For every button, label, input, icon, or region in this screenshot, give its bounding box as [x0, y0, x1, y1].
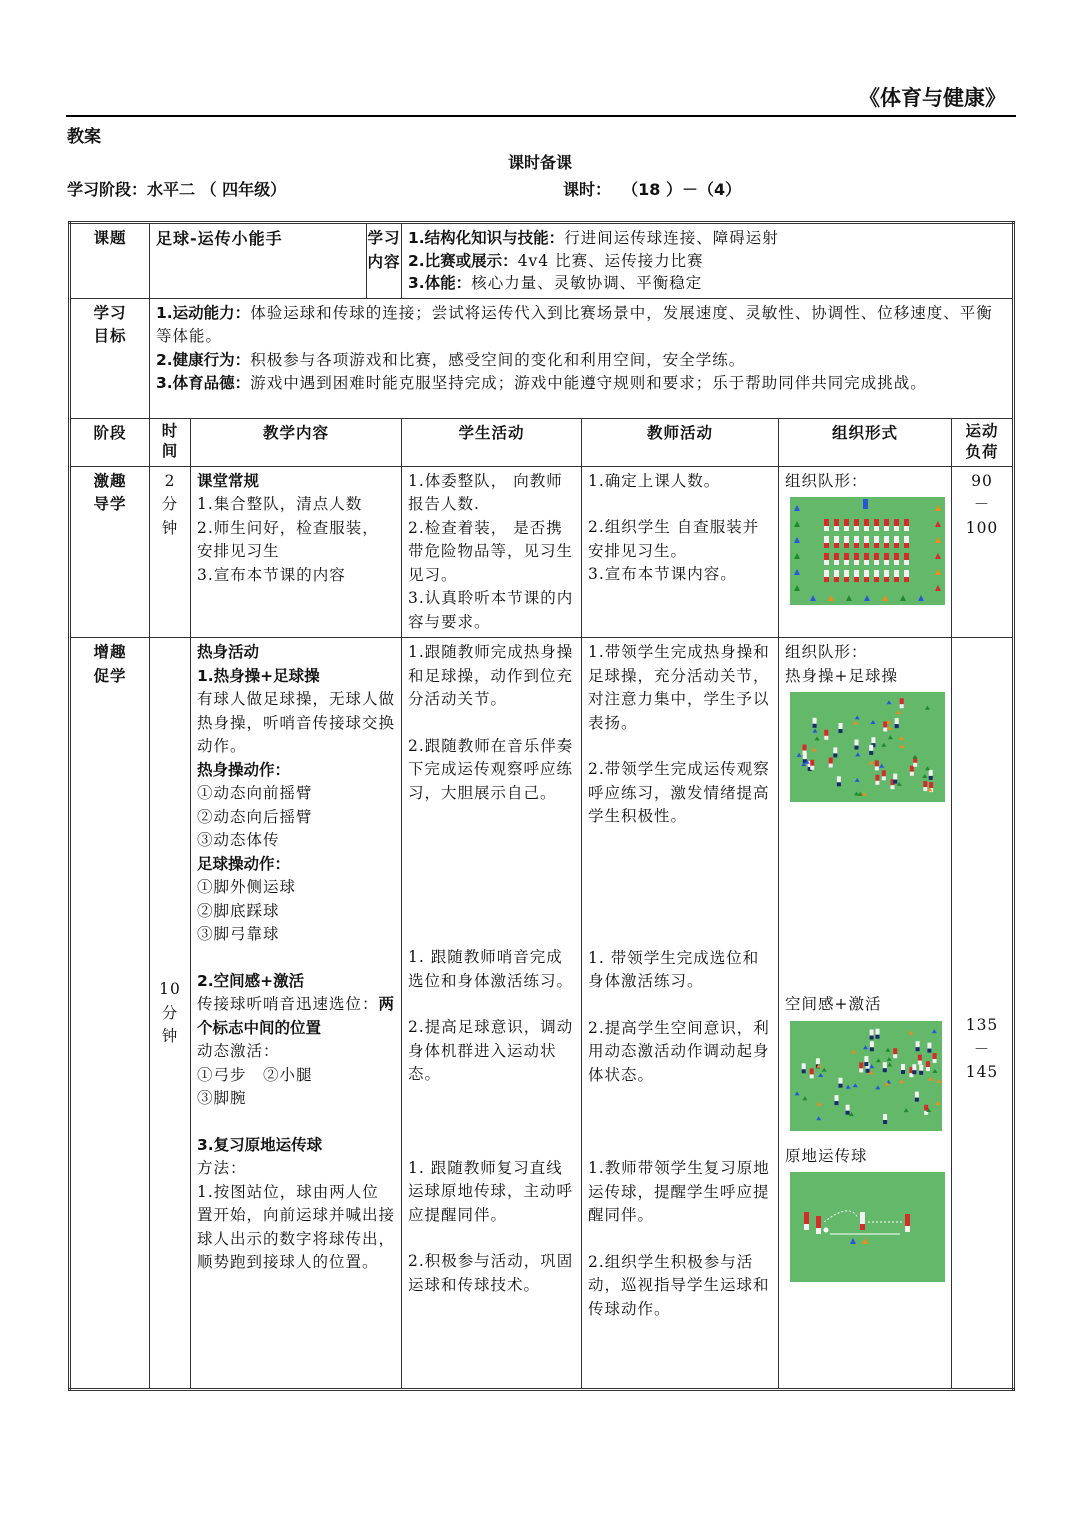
player	[875, 775, 879, 781]
warm-head: 热身活动	[197, 643, 260, 661]
player-shorts	[834, 543, 839, 548]
player-shorts	[874, 543, 879, 548]
player	[874, 553, 879, 560]
player	[904, 570, 909, 577]
player-shorts	[824, 526, 829, 531]
content-item: 1.结构化知识与技能：行进间运传球连接、障碍运射	[408, 229, 779, 247]
player	[927, 1042, 931, 1048]
player-shorts	[874, 577, 879, 582]
content-head: 课堂常规	[197, 471, 260, 490]
player-shorts	[837, 782, 841, 786]
row-intro	[70, 466, 1014, 638]
review-head: 3.复习原地运传球	[197, 1135, 323, 1154]
player	[844, 536, 849, 543]
player-shorts	[824, 543, 829, 548]
teacher-figure	[863, 499, 868, 509]
content-label: 学习 内容	[367, 223, 402, 299]
student-line: 1. 跟随教师复习直线运球原地传球，主动呼应提醒同伴。	[408, 1158, 574, 1224]
player	[933, 1053, 937, 1059]
player-shorts	[933, 1059, 937, 1063]
player-shorts	[894, 577, 899, 582]
org-warmup	[779, 638, 952, 1390]
player	[894, 536, 899, 543]
space-head: 2.空间感+激活	[197, 971, 305, 990]
formation-diagram	[790, 497, 945, 605]
player	[894, 519, 899, 526]
ball-action: ③脚弓靠球	[197, 925, 280, 943]
player	[864, 1056, 868, 1062]
student-line: 2.积极参与活动，巩固运球和传球技术。	[408, 1252, 574, 1294]
player-shorts	[834, 560, 839, 565]
goal-item: 3.体育品德：游戏中遇到困难时能克服坚持完成；游戏中能遵守规则和要求；乐于帮助同伴共同完成挑战。	[156, 374, 927, 392]
player	[824, 519, 829, 526]
player-shorts	[854, 526, 859, 531]
player-shorts	[875, 781, 879, 785]
teacher-line: 2.提高学生空间意识，利用动态激活动作调动起身体状态。	[588, 1018, 770, 1084]
player	[824, 553, 829, 560]
player-shorts	[804, 1224, 809, 1230]
player	[923, 781, 927, 787]
player	[884, 570, 889, 577]
col-stage: 阶段	[70, 418, 150, 466]
player-shorts	[919, 1070, 923, 1074]
player	[854, 553, 859, 560]
stage-value: 水平二 （ 四年级）	[147, 180, 287, 199]
player-shorts	[839, 729, 843, 733]
player-shorts	[839, 1083, 843, 1087]
player	[874, 519, 879, 526]
player	[893, 774, 897, 780]
lesson-label: 课时：	[563, 180, 612, 199]
warm-action: ③动态体传	[197, 831, 280, 849]
player-shorts	[894, 560, 899, 565]
teacher-warmup	[582, 638, 779, 1390]
pitch	[790, 1172, 945, 1282]
player	[901, 1064, 905, 1070]
content-items	[402, 223, 1014, 299]
activate-line: ③脚腕	[197, 1089, 247, 1107]
player-shorts	[891, 785, 895, 789]
student-line: 2.检查着装， 是否携带危险物品等，见习生见习。	[408, 518, 574, 584]
method-text: 1.按图站位，球由两人位置开始，向前运球并喊出接球人出示的数字将球传出，顺势跑到接球人的位置。	[197, 1182, 396, 1271]
player-shorts	[929, 776, 933, 780]
org-intro	[779, 466, 952, 638]
goals-row	[70, 298, 1014, 418]
player	[864, 519, 869, 526]
passing-diagram	[790, 1172, 945, 1282]
player-shorts	[893, 780, 897, 784]
goal-item: 2.健康行为：积极参与各项游戏和比赛，感受空间的变化和利用空间，安全学练。	[156, 350, 746, 369]
content-line: 2.师生问好，检查服装，安排见习生	[197, 518, 379, 560]
content-item: 2.比赛或展示：4v4 比赛、运传接力比赛	[408, 251, 704, 270]
space-diagram	[790, 1021, 942, 1131]
player	[816, 1058, 820, 1064]
player-shorts	[870, 1047, 874, 1051]
player-shorts	[854, 543, 859, 548]
pitch	[790, 692, 945, 802]
student-warmup	[402, 638, 582, 1390]
player-shorts	[893, 1054, 897, 1058]
stage-meta	[67, 177, 286, 200]
player	[854, 519, 859, 526]
player	[846, 1104, 850, 1110]
player-shorts	[884, 560, 889, 565]
player	[803, 753, 807, 759]
player-shorts	[927, 1048, 931, 1052]
warm-actions-head: 热身操动作：	[197, 760, 291, 779]
player	[900, 698, 904, 704]
player	[918, 1054, 922, 1060]
player-shorts	[874, 526, 879, 531]
header-rule	[66, 115, 1016, 117]
player-shorts	[864, 526, 869, 531]
teacher-intro	[582, 466, 779, 638]
player-shorts	[884, 543, 889, 548]
player	[816, 1216, 821, 1228]
goals-label: 学习 目标	[70, 298, 150, 418]
pitch	[790, 497, 945, 605]
player	[874, 536, 879, 543]
player-shorts	[883, 1068, 887, 1072]
player	[874, 570, 879, 577]
player-shorts	[844, 577, 849, 582]
org-label: 热身操+足球操	[785, 666, 898, 685]
player-shorts	[846, 1110, 850, 1114]
book-title: 《体育与健康》	[859, 86, 1006, 110]
player	[860, 1212, 865, 1224]
col-teacher: 教师活动	[582, 418, 779, 466]
player-shorts	[854, 560, 859, 565]
player	[839, 1077, 843, 1083]
topic-value: 足球-运传小能手	[150, 223, 367, 299]
player	[869, 745, 873, 751]
player	[870, 1041, 874, 1047]
player	[803, 745, 807, 751]
player-shorts	[913, 763, 917, 767]
player	[810, 760, 814, 766]
teacher-line: 1.教师带领学生复习原地运传球，提醒学生呼应提醒同伴。	[588, 1159, 770, 1224]
content-line: 1.集合整队，清点人数	[197, 495, 363, 513]
player-shorts	[904, 526, 909, 531]
player-shorts	[895, 724, 899, 728]
topic-row	[70, 223, 1014, 299]
player	[824, 730, 828, 736]
org-label: 组织队形：	[785, 643, 868, 661]
player	[905, 1214, 910, 1226]
lesson-plan-table	[68, 221, 1015, 1391]
player	[844, 570, 849, 577]
player-shorts	[883, 728, 887, 732]
player	[837, 776, 841, 782]
player	[904, 519, 909, 526]
teacher-line: 1.带领学生完成热身操和足球操，充分活动关节，对注意力集中，学生予以表扬。	[588, 643, 770, 732]
player	[904, 553, 909, 560]
load-intro: 90 － 100	[952, 466, 1014, 638]
player	[884, 536, 889, 543]
player-shorts	[884, 526, 889, 531]
col-load: 运动 负荷	[952, 418, 1014, 466]
player	[855, 740, 859, 746]
player-shorts	[864, 1062, 868, 1066]
warmup-diagram	[790, 692, 945, 802]
player	[894, 570, 899, 577]
player-shorts	[824, 736, 828, 740]
player-shorts	[916, 1047, 920, 1051]
player	[915, 1091, 919, 1097]
org-label: 原地运传球	[785, 1146, 868, 1165]
player	[884, 519, 889, 526]
player-shorts	[883, 1120, 887, 1124]
player-shorts	[860, 1224, 865, 1230]
player-shorts	[900, 704, 904, 708]
player	[895, 718, 899, 724]
lesson-meta	[563, 177, 741, 200]
player-shorts	[864, 577, 869, 582]
content-item: 3.体能：核心力量、灵敏协调、平衡稳定	[408, 274, 703, 292]
player-shorts	[829, 764, 833, 768]
player	[839, 723, 843, 729]
load-warmup: 135 － 145	[952, 638, 1014, 1390]
player	[834, 553, 839, 560]
player	[844, 519, 849, 526]
warm-action: ②动态向后摇臂	[197, 807, 313, 826]
col-student: 学生活动	[402, 418, 582, 466]
player	[904, 536, 909, 543]
player-shorts	[882, 776, 886, 780]
content-intro	[191, 466, 402, 638]
stage-warmup: 增趣 促学	[70, 638, 150, 1390]
player-shorts	[855, 746, 859, 750]
col-time: 时 间	[150, 418, 191, 466]
row-warmup	[70, 638, 1014, 1390]
time-warmup: 10 分 钟	[150, 638, 191, 1390]
content-line: 3.宣布本节课的内容	[197, 565, 346, 584]
player-shorts	[810, 1074, 814, 1078]
player	[829, 758, 833, 764]
player	[802, 1063, 806, 1069]
student-line: 1.体委整队， 向教师报告人数.	[408, 471, 563, 513]
column-header-row	[70, 418, 1014, 466]
org-label: 空间感+激活	[785, 995, 882, 1013]
space-text: 传接球听哨音迅速选位：两个标志中间的位置	[197, 995, 395, 1037]
player-shorts	[923, 787, 927, 791]
goal-item: 1.运动能力：体验运球和传球的连接；尝试将运传代入到比赛场景中，发展速度、灵敏性、协调性、位移速度、平衡等体能。	[156, 303, 993, 345]
player	[824, 570, 829, 577]
teacher-line: 1.确定上课人数。	[588, 471, 721, 490]
player-shorts	[901, 1070, 905, 1074]
student-line: 2.提高足球意识，调动身体机群进入运动状态。	[408, 1018, 574, 1083]
ball-action: ②脚底踩球	[197, 901, 280, 920]
player	[926, 1061, 930, 1067]
player-shorts	[904, 577, 909, 582]
player	[844, 553, 849, 560]
player	[834, 536, 839, 543]
col-org: 组织形式	[779, 418, 952, 466]
player	[929, 770, 933, 776]
student-line: 3.认真聆听本节课的内容与要求。	[408, 589, 574, 631]
player	[876, 1028, 880, 1034]
teacher-line: 2.带领学生完成运传观察呼应练习，激发情绪提高学生积极性。	[588, 760, 770, 825]
player	[875, 760, 879, 766]
warm-action: ①动态向前摇臂	[197, 784, 313, 802]
ball-action: ①脚外侧运球	[197, 878, 297, 896]
player	[882, 770, 886, 776]
sub-title: 课时备课	[507, 153, 572, 172]
player	[859, 1062, 863, 1068]
player-shorts	[874, 560, 879, 565]
player	[834, 519, 839, 526]
ball	[824, 1228, 829, 1233]
teacher-line: 2.组织学生积极参与活动，巡视指导学生运球和传球动作。	[588, 1252, 770, 1318]
player-shorts	[894, 543, 899, 548]
doc-label: 教案	[67, 127, 101, 147]
org-label: 组织队形：	[785, 471, 868, 490]
player-shorts	[904, 560, 909, 565]
player	[883, 1062, 887, 1068]
activate-label: 动态激活：	[197, 1042, 280, 1060]
player-shorts	[824, 577, 829, 582]
player	[864, 570, 869, 577]
player-shorts	[870, 1035, 874, 1039]
player-shorts	[844, 543, 849, 548]
player	[871, 737, 875, 743]
time-intro: 2 分 钟	[150, 466, 191, 638]
player	[854, 570, 859, 577]
player-shorts	[835, 1101, 839, 1105]
topic-label: 课题	[70, 223, 150, 299]
player	[893, 1048, 897, 1054]
player-shorts	[875, 766, 879, 770]
player	[813, 718, 817, 724]
player-shorts	[824, 560, 829, 565]
player-shorts	[864, 560, 869, 565]
player	[864, 536, 869, 543]
warm-text: 有球人做足球操，无球人做热身操，听哨音传接球交换动作。	[197, 690, 396, 755]
player	[835, 1095, 839, 1101]
player-shorts	[894, 526, 899, 531]
player	[884, 553, 889, 560]
lesson-value: （18 ）－（4）	[622, 180, 742, 199]
player	[912, 1064, 916, 1070]
player	[929, 782, 933, 788]
method-label: 方法：	[197, 1159, 247, 1177]
content-warmup	[191, 638, 402, 1390]
student-intro	[402, 466, 582, 638]
player-shorts	[854, 577, 859, 582]
player	[854, 536, 859, 543]
player	[894, 553, 899, 560]
player	[833, 747, 837, 753]
player-shorts	[833, 753, 837, 757]
player-shorts	[869, 751, 873, 755]
player	[824, 536, 829, 543]
player-shorts	[912, 1070, 916, 1074]
player	[810, 1068, 814, 1074]
player	[804, 1212, 809, 1224]
teacher-line: 1. 带领学生完成选位和身体激活练习。	[588, 948, 760, 990]
player	[870, 1029, 874, 1035]
player-shorts	[802, 1069, 806, 1073]
teacher-line: 2.组织学生 自查服装并安排见习生。	[588, 518, 760, 560]
player-shorts	[813, 724, 817, 728]
player-shorts	[844, 526, 849, 531]
player-shorts	[866, 1068, 870, 1072]
warm-sub: 1.热身操+足球操	[197, 666, 320, 685]
player-shorts	[904, 543, 909, 548]
player-shorts	[816, 1228, 821, 1234]
player-shorts	[905, 1226, 910, 1232]
col-content: 教学内容	[191, 418, 402, 466]
goals-items	[150, 298, 1014, 418]
player	[864, 553, 869, 560]
player-shorts	[810, 766, 814, 770]
player	[883, 1114, 887, 1120]
player	[919, 1064, 923, 1070]
player	[916, 1041, 920, 1047]
player-shorts	[834, 526, 839, 531]
player-shorts	[926, 1067, 930, 1071]
player	[883, 722, 887, 728]
stage-intro: 激趣 导学	[70, 466, 150, 638]
ball-actions-head: 足球操动作：	[197, 854, 291, 873]
player-shorts	[910, 772, 914, 776]
player	[834, 570, 839, 577]
player-shorts	[918, 1060, 922, 1064]
player-shorts	[834, 577, 839, 582]
player-shorts	[915, 1097, 919, 1101]
player-shorts	[884, 577, 889, 582]
student-line: 2.跟随教师在音乐伴奏下完成运传观察呼应练习，大胆展示自己。	[408, 736, 574, 802]
player-shorts	[876, 1034, 880, 1038]
teacher-line: 3.宣布本节课内容。	[588, 565, 737, 583]
player-shorts	[864, 543, 869, 548]
player-shorts	[844, 560, 849, 565]
player-shorts	[859, 1068, 863, 1072]
stage-label: 学习阶段：	[67, 180, 148, 199]
student-line: 1.跟随教师完成热身操和足球操，动作到位充分活动关节。	[408, 643, 574, 708]
activate-line: ①弓步 ②小腿	[197, 1065, 313, 1084]
student-line: 1. 跟随教师哨音完成选位和身体激活练习。	[408, 948, 574, 990]
